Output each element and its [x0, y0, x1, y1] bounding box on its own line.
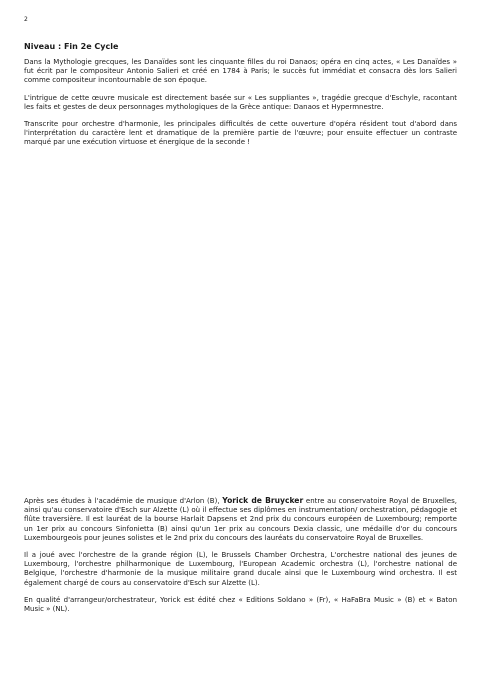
description-paragraph: L'intrigue de cette œuvre musicale est directement basée sur « Les suppliantes », tragédie grecque d'Eschyle, racontant les faits et gestes de deux personnages mythologiques de la Grèce antique: Danaos et Hypermnestre.: [24, 93, 457, 111]
biography-text: Après ses études à l'académie de musique d'Arlon (B),: [24, 497, 223, 505]
work-description: [24, 58, 457, 156]
composer-biography: [24, 496, 457, 622]
level-heading: Niveau : Fin 2e Cycle: [24, 42, 119, 51]
biography-paragraph: En qualité d'arrangeur/orchestrateur, Yorick est édité chez « Editions Soldano » (Fr), « HaFaBra Music » (B) et « Baton Music » (NL).: [24, 595, 457, 614]
biography-text: entre au conservatoire Royal de Bruxelles, ainsi qu'au conservatoire d'Esch sur Alzette (L) où il effectue ses diplômes en instrumentation/ orchestration, pédagogie et flûte traversière. Il est lauréat de la bourse Harlait Dapsens et 2nd prix du concours européen de Luxembourg; remporte un 1er prix au concours Sinfonietta (B) ainsi qu'un 1er prix au concours Dexia classic, une médaille d'or du concours Luxembourgeois pour jeunes solistes et le 2nd prix du concours des lauréats du conservatoire Royal de Bruxelles.: [24, 497, 457, 542]
description-paragraph: Dans la Mythologie grecques, les Danaïdes sont les cinquante filles du roi Danaos; opéra en cinq actes, « Les Danaïdes » fut écrit par le compositeur Antonio Salieri et créé en 1784 à Paris; le succès fut immédiat et consacra dès lors Salieri comme compositeur incontournable de son époque.: [24, 58, 457, 85]
biography-paragraph: Il a joué avec l'orchestre de la grande région (L), le Brussels Chamber Orchestra, L'orchestre national des jeunes de Luxembourg, l'orchestre philharmonique de Luxembourg, l'European Academic orchestra (L), l'orchestre national de Belgique, l'orchestre d'harmonie de la musique militaire grand ducale ainsi que le Luxembourg wind orchestra. Il est également chargé de cours au conservatoire d'Esch sur Alzette (L).: [24, 551, 457, 587]
description-paragraph: Transcrite pour orchestre d'harmonie, les principales difficultés de cette ouverture d'opéra résident tout d'abord dans l'interprétation du caractère lent et dramatique de la première partie de l'œuvre; pour ensuite effectuer un contraste marqué par une exécution virtuose et énergique de la seconde !: [24, 120, 457, 147]
page-number: 2: [24, 16, 28, 23]
composer-name: Yorick de Bruycker: [222, 496, 304, 505]
biography-paragraph: [24, 496, 457, 543]
